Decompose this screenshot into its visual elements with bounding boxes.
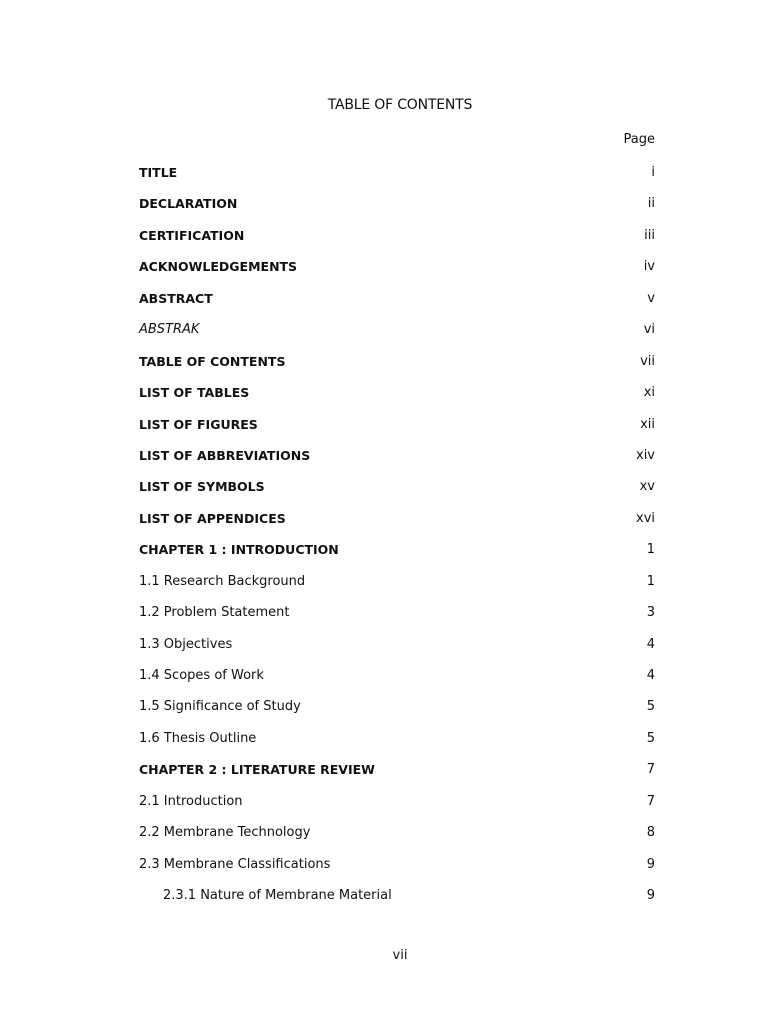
toc-subsection-entry: [139, 887, 655, 918]
toc-entry: [139, 290, 655, 321]
toc-entry-page: xvi: [636, 510, 655, 526]
toc-list: [139, 164, 655, 919]
toc-entry: [139, 321, 655, 352]
toc-section-entry: [139, 824, 655, 855]
toc-entry-page: v: [647, 290, 655, 306]
toc-entry-page: 8: [646, 825, 655, 841]
toc-entry-label: LIST OF SYMBOLS: [139, 479, 265, 495]
toc-section-entry: [139, 573, 655, 604]
toc-entry-page: xii: [640, 416, 655, 432]
toc-entry-page: 1: [646, 573, 655, 589]
toc-section-entry: [139, 730, 655, 761]
toc-entry-page: i: [651, 165, 655, 180]
toc-entry-page: iii: [644, 227, 655, 243]
toc-entry-label: ABSTRACT: [139, 290, 213, 306]
toc-entry-label: 1.1 Research Background: [139, 573, 306, 589]
toc-entry-label: ACKNOWLEDGEMENTS: [139, 259, 298, 275]
toc-entry-label: CERTIFICATION: [139, 227, 245, 243]
toc-entry-page: 5: [646, 730, 655, 746]
toc-entry-label: 2.3.1 Nature of Membrane Material: [163, 888, 392, 904]
toc-entry-page: 9: [646, 888, 655, 904]
toc-section-entry: [139, 793, 655, 824]
toc-section-entry: [139, 698, 655, 729]
toc-entry-label: 2.2 Membrane Technology: [139, 825, 311, 841]
toc-section-entry: [139, 636, 655, 667]
toc-entry-page: xiv: [636, 447, 655, 463]
toc-entry: [139, 353, 655, 384]
toc-entry-label: LIST OF FIGURES: [139, 416, 258, 432]
toc-entry-label: 2.3 Membrane Classifications: [139, 856, 331, 872]
toc-section-entry: [139, 856, 655, 887]
toc-entry: [139, 510, 655, 541]
toc-entry-label: TABLE OF CONTENTS: [139, 353, 286, 369]
page-number: vii: [392, 948, 408, 963]
toc-entry-label: LIST OF TABLES: [139, 385, 250, 401]
toc-entry: [139, 447, 655, 478]
page-title: TABLE OF CONTENTS: [327, 97, 473, 113]
toc-entry-page: vii: [640, 353, 655, 369]
toc-entry: [139, 384, 655, 415]
toc-chapter-entry: [139, 761, 655, 792]
toc-entry-page: 5: [646, 699, 655, 715]
toc-entry-label: 1.5 Significance of Study: [139, 699, 301, 715]
page-column-header: Page: [623, 132, 655, 147]
toc-entry-label: ABSTRAK: [139, 322, 200, 338]
toc-entry: [139, 258, 655, 289]
toc-entry-label: 2.1 Introduction: [139, 793, 243, 809]
toc-entry: [139, 478, 655, 509]
toc-entry-page: 7: [646, 762, 655, 778]
toc-entry-page: 9: [646, 856, 655, 872]
toc-entry-label: 1.6 Thesis Outline: [139, 730, 257, 746]
toc-entry-label: 1.2 Problem Statement: [139, 605, 290, 621]
toc-entry-page: 3: [646, 605, 655, 621]
toc-entry-page: ii: [647, 196, 655, 212]
toc-entry-page: 7: [646, 793, 655, 809]
toc-entry-label: CHAPTER 2 : LITERATURE REVIEW: [139, 762, 375, 778]
toc-entry-page: 4: [646, 636, 655, 652]
toc-entry-page: xv: [639, 479, 655, 495]
toc-chapter-entry: [139, 541, 655, 572]
toc-entry-label: LIST OF APPENDICES: [139, 510, 286, 526]
toc-entry-label: CHAPTER 1 : INTRODUCTION: [139, 542, 339, 558]
toc-entry-label: TITLE: [139, 165, 178, 180]
toc-entry: [139, 195, 655, 226]
toc-entry-label: LIST OF ABBREVIATIONS: [139, 447, 311, 463]
toc-entry: [139, 416, 655, 447]
toc-entry: [139, 164, 655, 195]
toc-entry-label: DECLARATION: [139, 196, 238, 212]
toc-entry-page: vi: [643, 322, 655, 338]
toc-section-entry: [139, 604, 655, 635]
toc-entry-page: iv: [643, 259, 655, 275]
toc-section-entry: [139, 667, 655, 698]
toc-entry-page: 1: [646, 542, 655, 558]
toc-entry-label: 1.3 Objectives: [139, 636, 233, 652]
toc-entry-label: 1.4 Scopes of Work: [139, 668, 264, 683]
toc-entry: [139, 227, 655, 258]
toc-entry-page: xi: [643, 385, 655, 401]
toc-entry-page: 4: [646, 668, 655, 683]
